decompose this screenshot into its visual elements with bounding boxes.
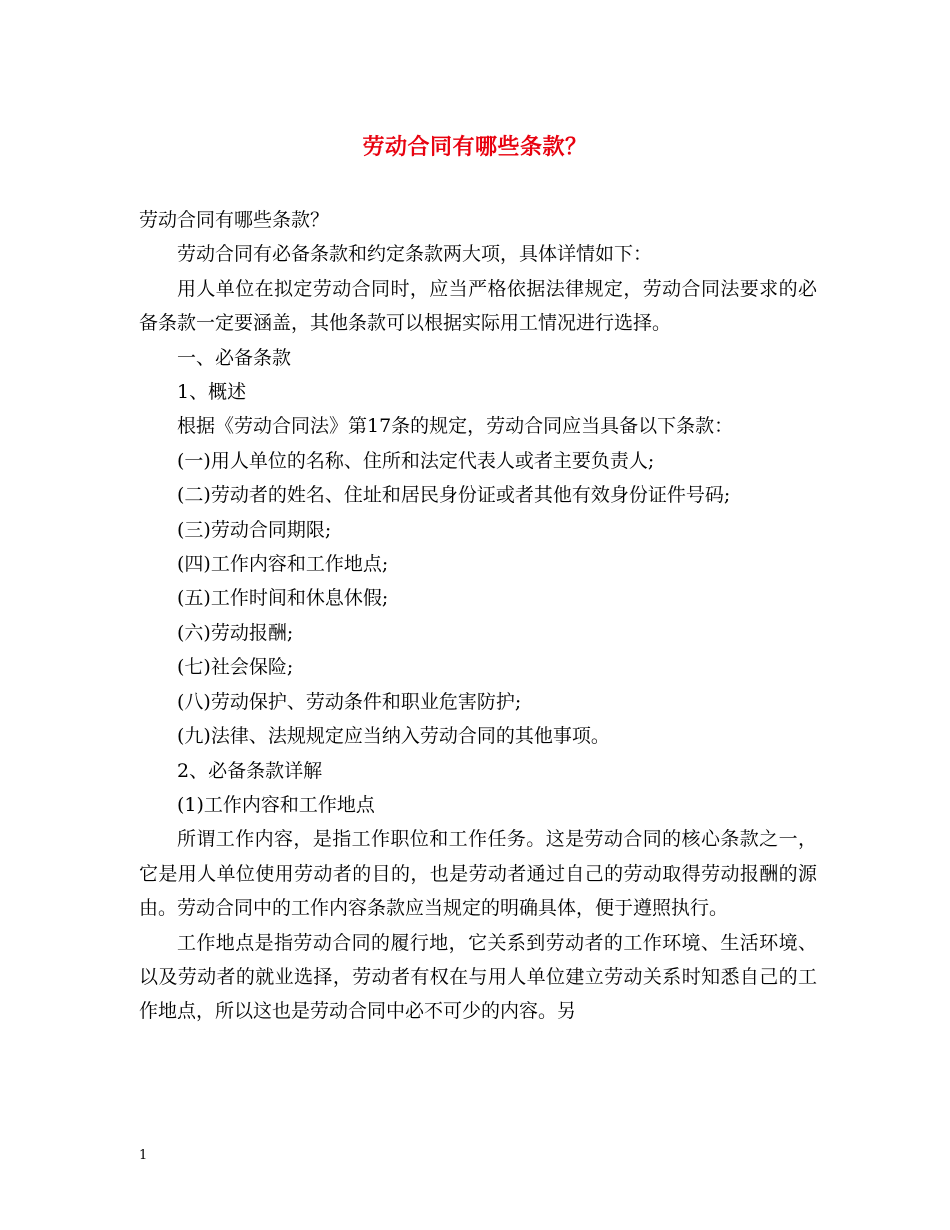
section-heading: 一、必备条款 <box>177 346 292 369</box>
list-item: (八)劳动保护、劳动条件和职业危害防护; <box>177 690 522 713</box>
paragraph: 工作地点是指劳动合同的履行地，它关系到劳动者的工作环境、生活环境、以及劳动者的就业选择，劳动者有权在与用人单位建立劳动关系时知悉自己的工作地点，所以这也是劳动合同中必不可少的内容。另 <box>139 931 817 1023</box>
page-number: 1 <box>139 1148 148 1163</box>
paragraph: 所谓工作内容，是指工作职位和工作任务。这是劳动合同的核心条款之一，它是用人单位使用劳动者的目的，也是劳动者通过自己的劳动取得劳动报酬的源由。劳动合同中的工作内容条款应当规定的明确具体，便于遵照执行。 <box>139 828 817 920</box>
subsection-heading: (1)工作内容和工作地点 <box>177 793 375 816</box>
document-body <box>139 203 817 1029</box>
paragraph: 劳动合同有必备条款和约定条款两大项，具体详情如下： <box>177 243 653 266</box>
list-item: (九)法律、法规规定应当纳入劳动合同的其他事项。 <box>177 725 610 748</box>
paragraph: 用人单位在拟定劳动合同时，应当严格依据法律规定，劳动合同法要求的必备条款一定要涵盖，其他条款可以根据实际用工情况进行选择。 <box>139 277 817 335</box>
subsection-heading: 2、必备条款详解 <box>177 759 323 782</box>
document-title: 劳动合同有哪些条款？ <box>362 134 588 160</box>
list-item: (五)工作时间和休息休假; <box>177 587 389 610</box>
subsection-heading: 1、概述 <box>177 381 247 404</box>
list-item: (三)劳动合同期限; <box>177 518 332 541</box>
list-item: (七)社会保险; <box>177 656 294 679</box>
list-item: (二)劳动者的姓名、住址和居民身份证或者其他有效身份证件号码; <box>177 484 731 507</box>
list-item: (一)用人单位的名称、住所和法定代表人或者主要负责人; <box>177 449 655 472</box>
list-item: (四)工作内容和工作地点; <box>177 553 389 576</box>
list-item: (六)劳动报酬; <box>177 621 294 644</box>
paragraph: 劳动合同有哪些条款？ <box>139 209 330 231</box>
paragraph: 根据《劳动合同法》第17条的规定，劳动合同应当具备以下条款： <box>177 415 734 438</box>
